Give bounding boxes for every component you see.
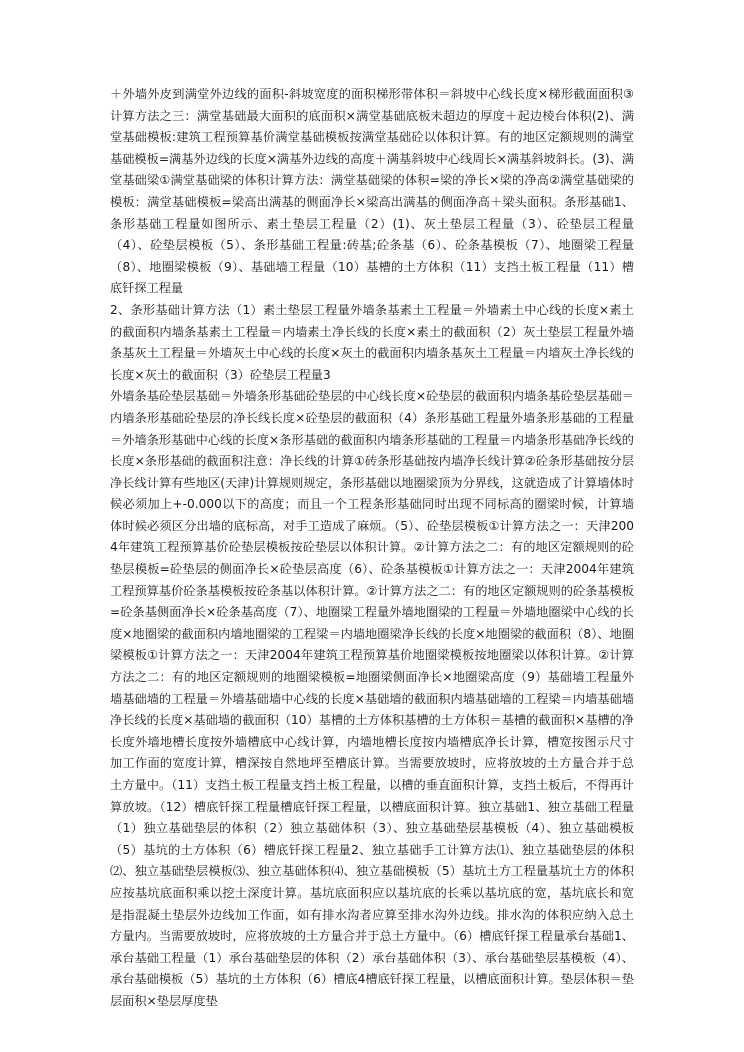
paragraph-2: 2、条形基础计算方法（1）素土垫层工程量外墙条基素土工程量＝外墙素土中心线的长度×素土的截面积内墙条基素土工程量＝内墙素土净长线的长度×素土的截面积（2）灰土垫层工程量外墙条基灰土工程量＝外墙灰土中心线的长度×灰土的截面积内墙条基灰土工程量＝内墙灰土净长线的长度×灰土的截面积（3）砼垫层工程量3: [110, 302, 634, 382]
paragraph-3: 外墙条基砼垫层基础＝外墙条形基础砼垫层的中心线长度×砼垫层的截面积内墙条基砼垫层基础＝内墙条形基础砼垫层的净长线长度×砼垫层的截面积（4）条形基础工程量外墙条形基础的工程量＝外墙条形基础中心线的长度×条形基础的截面积内墙条形基础的工程量＝内墙条形基础净长线的长度×条形基础的截面积注意：净长线的计算①砖条形基础按内墙净长线计算②砼条形基础按分层净长线计算有些地区(天津)计算规则规定，条形基础以地圈梁顶为分界线，这就造成了计算墙体时候必须加上+-0.000以下的高度；而且一个工程条形基础同时出现不同标高的圈梁时候，计算墙体时候必须区分出墙的底标高，对手工造成了麻烦。（5）、砼垫层模板①计算方法之一：天津2004年建筑工程预算基价砼垫层模板按砼垫层以体积计算。②计算方法之二：有的地区定额规则的砼垫层模板=砼垫层的侧面净长×砼垫层高度（6）、砼条基模板①计算方法之一：天津2004年建筑工程预算基价砼条基模板按砼条基以体积计算。②计算方法之二：有的地区定额规则的砼条基模板=砼条基侧面净长×砼条基高度（7）、地圈梁工程量外墙地圈梁的工程量＝外墙地圈梁中心线的长度×地圈梁的截面积内墙地圈梁的工程梁＝内墙地圈梁净长线的长度×地圈梁的截面积（8）、地圈梁模板①计算方法之一：天津2004年建筑工程预算基价地圈梁模板按地圈梁以体积计算。②计算方法之二：有的地区定额规则的地圈梁模板=地圈梁侧面净长×地圈梁高度（9）基础墙工程量外墙基础墙的工程量＝外墙基础墙中心线的长度×基础墙的截面积内墙基础墙的工程梁＝内墙基础墙净长线的长度×基础墙的截面积（10）基槽的土方体积基槽的土方体积＝基槽的截面积×基槽的净长度外墙地槽长度按外墙槽底中心线计算，内墙地槽长度按内墙槽底净长计算，槽宽按图示尺寸加工作面的宽度计算，槽深按自然地坪至槽底计算。当需要放坡时，应将放坡的土方量合并于总土方量中。（11）支挡土板工程量支挡土板工程量，以槽的垂直面积计算，支挡土板后，不得再计算放坡。（12）槽底钎探工程量槽底钎探工程量，以槽底面积计算。独立基础1、独立基础工程量（1）独立基础垫层的体积（2）独立基础体积（3）、独立基础垫层基模板（4）、独立基础模板（5）基坑的土方体积（6）槽底钎探工程量2、独立基础手工计算方法⑴、独立基础垫层的体积⑵、独立基础垫层模板⑶、独立基础体积⑷、独立基础模板（5）基坑土方工程量基坑土方的体积应按基坑底面积乘以挖土深度计算。基坑底面积应以基坑底的长乘以基坑底的宽，基坑底长和宽是指混凝土垫层外边线加工作面，如有排水沟者应算至排水沟外边线。排水沟的体积应纳入总土方量内。当需要放坡时，应将放坡的土方量合并于总土方量中。（6）槽底钎探工程量承台基础1、承台基础工程量（1）承台基础垫层的体积（2）承台基础体积（3）、承台基础垫层基模板（4）、承台基础模板（5）基坑的土方体积（6）槽底4槽底钎探工程量，以槽底面积计算。垫层体积＝垫层面积×垫层厚度垫: [110, 389, 634, 1008]
document-body: [110, 84, 634, 1013]
paragraph-1: ＋外墙外皮到满堂外边线的面积-斜坡宽度的面积梯形带体积＝斜坡中心线长度×梯形截面面积③计算方法之三：满堂基础最大面积的底面积×满堂基础底板未超边的厚度＋起边棱台体积(2)、满堂基础模板:建筑工程预算基价满堂基础模板按满堂基础砼以体积计算。有的地区定额规则的满堂基础模板=满基外边线的长度×满基外边线的高度＋满基斜坡中心线周长×满基斜坡斜长。(3)、满堂基础梁①满堂基础梁的体积计算方法：满堂基础梁的体积=梁的净长×梁的净高②满堂基础梁的模板：满堂基础模板=梁高出满基的侧面净长×梁高出满基的侧面净高＋梁头面积。条形基础1、条形基础工程量如图所示、素土垫层工程量（2）(1)、灰土垫层工程量（3）、砼垫层工程量（4）、砼垫层模板（5）、条形基础工程量:砖基;砼条基（6）、砼条基模板（7）、地圈梁工程量（8）、地圈梁模板（9）、基础墙工程量（10）基槽的土方体积（11）支挡土板工程量（11）槽底钎探工程量: [110, 87, 634, 296]
